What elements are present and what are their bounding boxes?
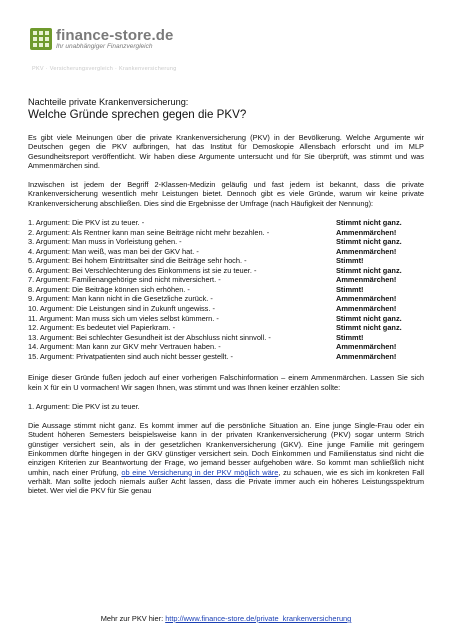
argument-verdict: Stimmt nicht ganz. xyxy=(336,313,402,323)
site-logo[interactable] xyxy=(30,28,173,51)
argument-text: 15. Argument: Privatpatienten sind auch nicht besser gestellt. - xyxy=(28,351,233,361)
section-heading: 1. Argument: Die PKV ist zu teuer. xyxy=(28,401,140,411)
argument-verdict: Stimmt nicht ganz. xyxy=(336,218,402,228)
argument-row xyxy=(28,304,424,314)
argument-row xyxy=(28,314,424,324)
argument-verdict: Stimmt! xyxy=(336,332,364,342)
argument-verdict: Stimmt nicht ganz. xyxy=(336,323,402,333)
argument-text: 9. Argument: Man kann nicht in die Gesetzliche zurück. - xyxy=(28,294,213,304)
argument-text: 12. Argument: Es bedeutet viel Papierkram. - xyxy=(28,323,176,333)
argument-text: 4. Argument: Man weiß, was man bei der GKV hat. - xyxy=(28,246,199,256)
argument-text: 6. Argument: Bei Verschlechterung des Einkommens ist sie zu teuer. - xyxy=(28,265,257,275)
argument-list xyxy=(28,218,424,361)
argument-row xyxy=(28,275,424,285)
logo-tagline: Ihr unabhängiger Finanzvergleich xyxy=(56,43,153,50)
footer-label: Mehr zur PKV hier: xyxy=(100,614,166,623)
second-paragraph: Inzwischen ist jedem der Begriff 2-Klassen-Medizin geläufig und fast jedem ist bekannt, dass die private Krankenversicherung wesentlich mehr Leistungen bietet. Dennoch gibt es viele Gründe, warum wir keine private Krankenversicherung abschließen. Dies sind die Ergebnisse der Umfrage (nach Häufigkeit der Nennung): xyxy=(28,180,424,208)
footer-link[interactable]: http://www.finance-store.de/private_krankenversicherung xyxy=(165,614,352,623)
argument-verdict: Ammenmärchen! xyxy=(336,227,397,237)
argument-text: 10. Argument: Die Leistungen sind in Zukunft ungewiss. - xyxy=(28,304,215,313)
argument-text: 3. Argument: Man muss in Vorleistung gehen. - xyxy=(28,237,182,247)
argument-text: 8. Argument: Die Beiträge können sich erhöhen. - xyxy=(28,284,190,294)
argument-text: 1. Argument: Die PKV ist zu teuer. - xyxy=(28,218,145,228)
argument-row xyxy=(28,218,424,228)
section-body xyxy=(28,421,424,495)
pkv-check-link[interactable]: ob eine Versicherung in der PKV möglich wäre xyxy=(121,467,279,477)
argument-verdict: Ammenmärchen! xyxy=(336,342,397,352)
argument-text: 7. Argument: Familienangehörige sind nicht mitversichert. - xyxy=(28,275,221,285)
argument-row xyxy=(28,352,424,362)
argument-verdict: Ammenmärchen! xyxy=(336,304,397,313)
argument-verdict: Ammenmärchen! xyxy=(336,351,397,361)
misinformation-paragraph: Einige dieser Gründe fußen jedoch auf einer vorherigen Falschinformation – einem Ammenmärchen. Lassen Sie sich kein X für ein U vormachen! Wir sagen Ihnen, was stimmt und was Ihnen keiner erzählen sollte: xyxy=(28,373,424,392)
argument-row xyxy=(28,333,424,343)
argument-verdict: Ammenmärchen! xyxy=(336,246,397,256)
argument-row xyxy=(28,342,424,352)
article-title: Welche Gründe sprechen gegen die PKV? xyxy=(28,108,247,121)
argument-row xyxy=(28,323,424,333)
argument-text: 5. Argument: Bei hohem Eintrittsalter sind die Beiträge sehr hoch. - xyxy=(28,256,247,266)
footer xyxy=(0,614,452,623)
section-body-continued: , zu schauen, wie es sich im konkreten Fall verhält. Man sollte jedoch niemals außer Acht lassen, dass die Private immer auch ein höheres Leistungsspektrum bietet. Wer viel die PKV für Sie genau xyxy=(28,467,424,496)
intro-paragraph: Es gibt viele Meinungen über die private Krankenversicherung (PKV) in der Bevölkerung. Welche Argumente wir Deutschen gegen die PKV aufbringen, hat das Institut für Demoskopie Allensbach erforscht und im MLP Gesundheitsreport veröffentlicht. Wir haben diese Argumente untersucht und für Sie überprüft, was stimmt und was Ammenmärchen sind. xyxy=(28,133,424,170)
argument-text: 2. Argument: Als Rentner kann man seine Beiträge nicht mehr bezahlen. - xyxy=(28,227,270,237)
faint-navigation: PKV · Versicherungsvergleich · Krankenversicherung xyxy=(32,66,177,72)
argument-verdict: Ammenmärchen! xyxy=(336,294,397,304)
argument-row xyxy=(28,256,424,266)
logo-text xyxy=(56,28,173,51)
logo-name: finance-store.de xyxy=(56,27,174,44)
argument-verdict: Stimmt nicht ganz. xyxy=(336,237,402,247)
argument-row xyxy=(28,228,424,238)
argument-verdict: Ammenmärchen! xyxy=(336,275,397,285)
argument-verdict: Stimmt nicht ganz. xyxy=(336,265,402,275)
argument-row xyxy=(28,237,424,247)
argument-text: 13. Argument: Bei schlechter Gesundheit ist der Abschluss nicht sinnvoll. - xyxy=(28,332,271,342)
argument-text: 14. Argument: Man kann zur GKV mehr Vertrauen haben. - xyxy=(28,342,221,352)
argument-text: 11. Argument: Man muss sich um vieles selbst kümmern. - xyxy=(28,313,219,323)
section-body-text: Die Aussage stimmt nicht ganz. Es kommt immer auf die persönliche Situation an. Eine junge Single-Frau oder ein Student höheren Semesters beispielsweise kann in der privaten Krankenversicherung (PKV) sogar unterm Strich günstiger versichert sein, als in der gesetzlichen Krankenversicherung (GKV). Eine junge Familie mit geringem Einkommen dürfte hingegen in der GKV günstiger versichert sein. Doch Einkommen und Familienstatus sind nicht die einzigen Kriterien zur Beantwortung der Frage, wo jemand besser aufgehoben wäre. So kommt man schließlich nicht umhin, nach einer Prüfung, xyxy=(28,421,424,477)
argument-row xyxy=(28,285,424,295)
argument-row xyxy=(28,247,424,257)
argument-verdict: Stimmt! xyxy=(336,284,364,294)
argument-row xyxy=(28,266,424,276)
article xyxy=(28,97,424,506)
calculator-icon xyxy=(30,28,52,50)
article-subtitle: Nachteile private Krankenversicherung: xyxy=(28,97,189,107)
argument-verdict: Stimmt! xyxy=(336,256,364,266)
argument-row xyxy=(28,294,424,304)
